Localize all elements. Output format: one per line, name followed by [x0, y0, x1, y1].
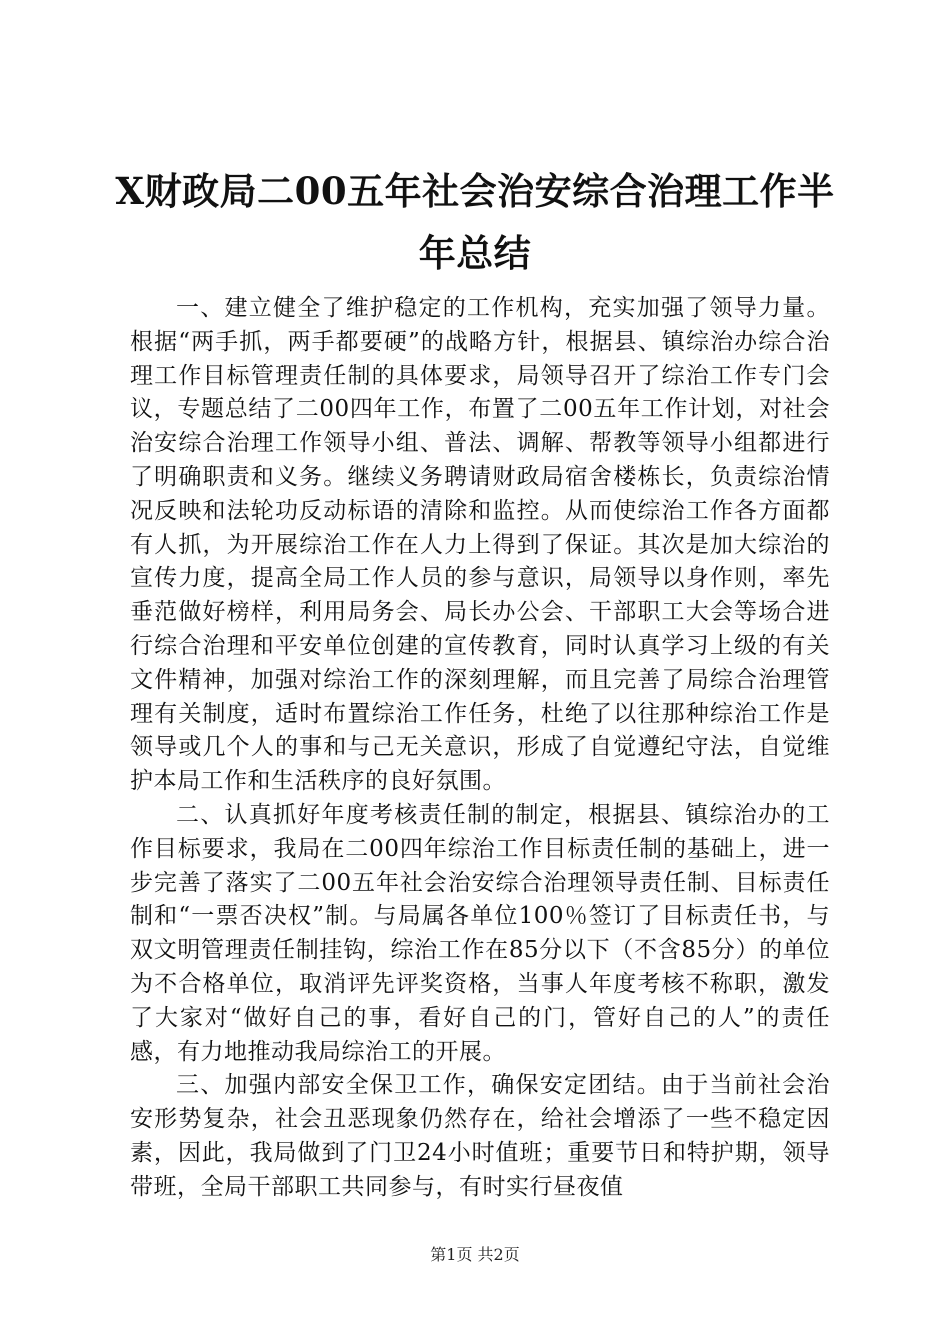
document-body	[130, 292, 830, 1205]
paragraph-3: 三、加强内部安全保卫工作，确保安定团结。由于当前社会治安形势复杂，社会丑恶现象仍然存在，给社会增添了一些不稳定因素，因此，我局做到了门卫24小时值班；重要节日和特护期，领导带班，全局干部职工共同参与，有时实行昼夜值	[130, 1072, 830, 1200]
paragraph-1: 一、建立健全了维护稳定的工作机构，充实加强了领导力量。根据“两手抓，两手都要硬”的战略方针，根据县、镇综治办综合治理工作目标管理责任制的具体要求，局领导召开了综治工作专门会议，专题总结了二00四年工作，布置了二00五年工作计划，对社会治安综合治理工作领导小组、普法、调解、帮教等领导小组都进行了明确职责和义务。继续义务聘请财政局宿舍楼栋长，负责综治情况反映和法轮功反动标语的清除和监控。从而使综治工作各方面都有人抓，为开展综治工作在人力上得到了保证。其次是加大综治的宣传力度，提高全局工作人员的参与意识，局领导以身作则，率先垂范做好榜样，利用局务会、局长办公会、干部职工大会等场合进行综合治理和平安单位创建的宣传教育，同时认真学习上级的有关文件精神，加强对综治工作的深刻理解，而且完善了局综合治理管理有关制度，适时布置综治工作任务，杜绝了以往那种综治工作是领导或几个人的事和与己无关意识，形成了自觉遵纪守法，自觉维护本局工作和生活秩序的良好氛围。	[130, 295, 830, 795]
page-number-footer: 第1页 共2页	[430, 1245, 520, 1264]
document-title: X财政局二00五年社会治安综合治理工作半年总结	[115, 169, 835, 275]
paragraph-2: 二、认真抓好年度考核责任制的制定，根据县、镇综治办的工作目标要求，我局在二00四年综治工作目标责任制的基础上，进一步完善了落实了二00五年社会治安综合治理领导责任制、目标责任制和“一票否决权”制。与局属各单位100％签订了目标责任书，与双文明管理责任制挂钩，综治工作在85分以下（不含85分）的单位为不合格单位，取消评先评奖资格，当事人年度考核不称职，激发了大家对“做好自己的事，看好自己的门，管好自己的人”的责任感，有力地推动我局综治工的开展。	[130, 801, 830, 1065]
